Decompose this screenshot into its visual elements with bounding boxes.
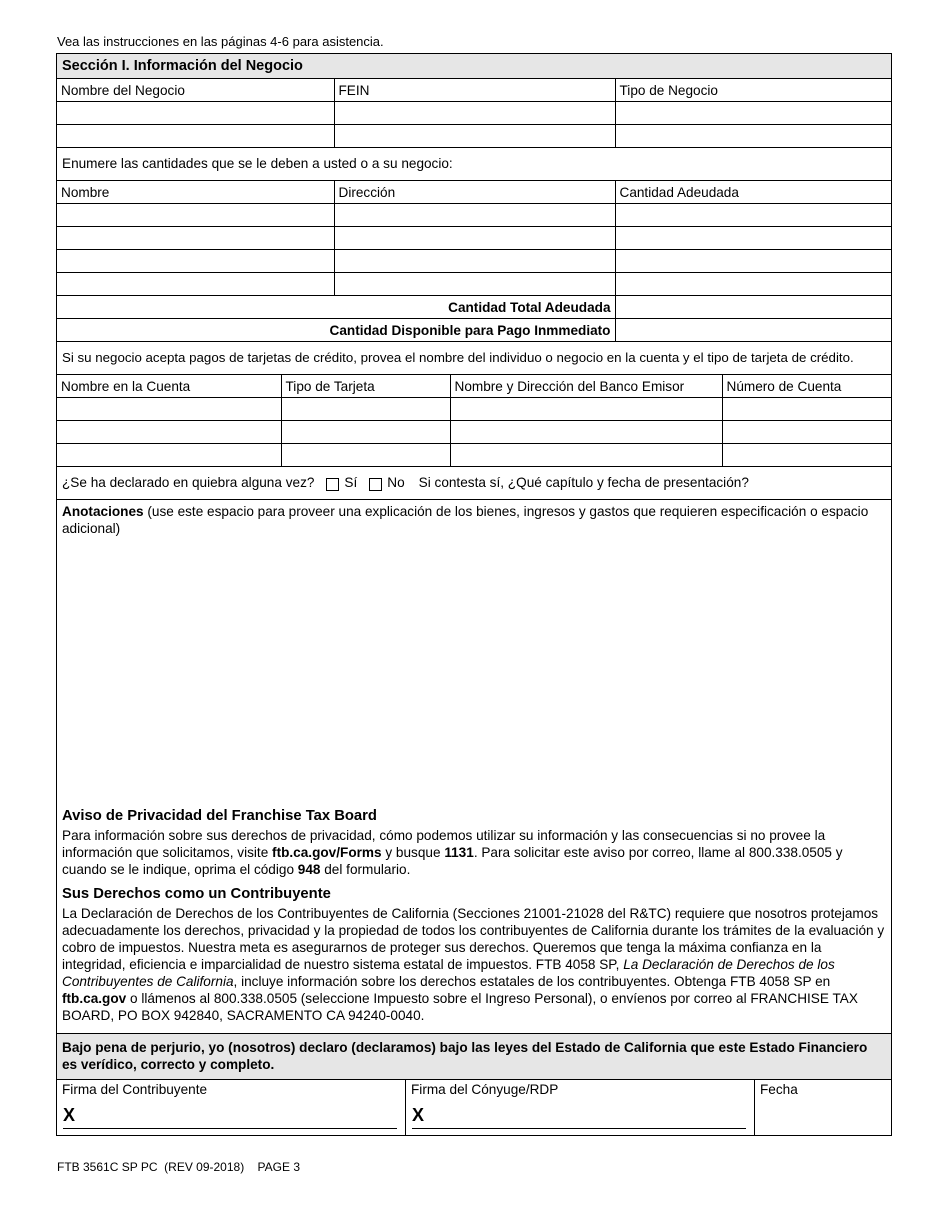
spouse-signature-field[interactable]	[406, 1080, 755, 1135]
owed-address-header: Dirección	[334, 181, 615, 204]
table-row	[57, 273, 891, 296]
notes-area[interactable]	[57, 500, 891, 808]
table-row	[57, 227, 891, 250]
issuing-bank-header: Nombre y Dirección del Banco Emisor	[450, 375, 722, 398]
perjury-statement: Bajo pena de perjurio, yo (nosotros) declaro (declaramos) bajo las leyes del Estado de California que este Estado Financiero es verídico, correcto y completo.	[57, 1033, 891, 1080]
owed-name-input[interactable]	[57, 250, 334, 273]
table-row	[57, 421, 891, 444]
issuing-bank-input[interactable]	[450, 421, 722, 444]
no-checkbox[interactable]	[369, 478, 382, 491]
privacy-title: Aviso de Privacidad del Franchise Tax Board	[62, 808, 377, 824]
owed-prompt: Enumere las cantidades que se le deben a usted o a su negocio:	[57, 148, 891, 181]
business-type-header: Tipo de Negocio	[615, 79, 891, 102]
card-type-input[interactable]	[281, 398, 450, 421]
owed-address-input[interactable]	[334, 273, 615, 296]
credit-card-prompt: Si su negocio acepta pagos de tarjetas de crédito, provea el nombre del individuo o negocio en la cuenta y el tipo de tarjeta de crédito.	[57, 342, 891, 375]
business-name-header: Nombre del Negocio	[57, 79, 334, 102]
fein-input[interactable]	[334, 102, 615, 125]
available-payment-label: Cantidad Disponible para Pago Inmmediato	[57, 319, 615, 342]
account-name-input[interactable]	[57, 444, 281, 467]
issuing-bank-input[interactable]	[450, 444, 722, 467]
amounts-owed-table	[57, 181, 891, 342]
business-name-input[interactable]	[57, 125, 334, 148]
business-type-input[interactable]	[615, 102, 891, 125]
business-info-table	[57, 79, 891, 148]
owed-amount-header: Cantidad Adeudada	[615, 181, 891, 204]
no-label: No	[387, 475, 405, 490]
available-payment-input[interactable]	[615, 319, 891, 342]
owed-name-header: Nombre	[57, 181, 334, 204]
table-row	[57, 398, 891, 421]
owed-name-input[interactable]	[57, 273, 334, 296]
card-type-input[interactable]	[281, 421, 450, 444]
privacy-section	[57, 808, 891, 1033]
privacy-link[interactable]: ftb.ca.gov/Forms	[272, 845, 382, 860]
owed-address-input[interactable]	[334, 227, 615, 250]
rights-link[interactable]: ftb.ca.gov	[62, 991, 127, 1006]
signature-x-mark: X	[412, 1105, 425, 1125]
owed-amount-input[interactable]	[615, 273, 891, 296]
total-owed-label: Cantidad Total Adeudada	[57, 296, 615, 319]
card-type-input[interactable]	[281, 444, 450, 467]
issuing-bank-input[interactable]	[450, 398, 722, 421]
bankruptcy-question: ¿Se ha declarado en quiebra alguna vez?	[62, 475, 315, 490]
account-name-input[interactable]	[57, 398, 281, 421]
owed-address-input[interactable]	[334, 204, 615, 227]
business-name-input[interactable]	[57, 102, 334, 125]
account-number-input[interactable]	[722, 398, 891, 421]
date-label: Fecha	[760, 1082, 798, 1097]
intro-instructions: Vea las instrucciones en las páginas 4-6 para asistencia.	[57, 34, 384, 49]
total-owed-input[interactable]	[615, 296, 891, 319]
account-number-header: Número de Cuenta	[722, 375, 891, 398]
section1-form	[56, 53, 892, 1136]
signature-row	[57, 1080, 891, 1135]
notes-description: (use este espacio para proveer una explicación de los bienes, ingresos y gastos que requieren especificación o espacio adicional)	[62, 504, 869, 536]
account-name-input[interactable]	[57, 421, 281, 444]
section-title: Sección I. Información del Negocio	[57, 54, 891, 79]
account-number-input[interactable]	[722, 421, 891, 444]
credit-card-table	[57, 375, 891, 467]
owed-name-input[interactable]	[57, 204, 334, 227]
spouse-signature-label: Firma del Cónyuge/RDP	[411, 1082, 559, 1097]
account-name-header: Nombre en la Cuenta	[57, 375, 281, 398]
owed-amount-input[interactable]	[615, 204, 891, 227]
table-row	[57, 125, 891, 148]
card-type-header: Tipo de Tarjeta	[281, 375, 450, 398]
business-type-input[interactable]	[615, 125, 891, 148]
table-row	[57, 444, 891, 467]
table-row	[57, 102, 891, 125]
date-field[interactable]	[755, 1080, 891, 1135]
table-row	[57, 250, 891, 273]
yes-label: Sí	[344, 475, 358, 490]
taxpayer-signature-field[interactable]	[57, 1080, 406, 1135]
signature-line	[412, 1128, 746, 1129]
privacy-text: Para información sobre sus derechos de privacidad, cómo podemos utilizar su información y las consecuencias si no provee la información que solicitamos, visite ftb.ca.gov/Forms y busque 1131. Para solicitar este aviso por correo, llame al 800.338.0505 y cuando se le indique, oprima el código 948 del formulario.	[62, 828, 843, 877]
owed-amount-input[interactable]	[615, 250, 891, 273]
owed-amount-input[interactable]	[615, 227, 891, 250]
yes-checkbox[interactable]	[326, 478, 339, 491]
rights-title: Sus Derechos como un Contribuyente	[62, 886, 331, 902]
owed-name-input[interactable]	[57, 227, 334, 250]
signature-line	[63, 1128, 397, 1129]
notes-title: Anotaciones	[62, 504, 144, 519]
table-row	[57, 204, 891, 227]
fein-input[interactable]	[334, 125, 615, 148]
bankruptcy-row	[57, 467, 891, 500]
account-number-input[interactable]	[722, 444, 891, 467]
signature-x-mark: X	[63, 1105, 76, 1125]
taxpayer-signature-label: Firma del Contribuyente	[62, 1082, 208, 1097]
rights-text: La Declaración de Derechos de los Contribuyentes de California (Secciones 21001-21028 del R&TC) requiere que nosotros protejamos adecuadamente los derechos, privacidad y la propiedad de todos los contribuyentes de California durante los trámites de la evaluación y cobro de impuestos. Nuestra meta es asegurarnos de proteger sus derechos. Queremos que tenga la máxima confianza en la integridad, eficiencia e imparcialidad de nuestro sistema estatal de impuestos. FTB 4058 SP, La Declaración de Derechos de los Contribuyentes de California, incluye información sobre los derechos estatales de los contribuyentes. Obtenga FTB 4058 SP en ftb.ca.gov o llámenos al 800.338.0505 (seleccione Impuesto sobre el Ingreso Personal), o envíenos por correo al FRANCHISE TAX BOARD, PO BOX 942840, SACRAMENTO CA 94240-0040.	[62, 906, 885, 1023]
fein-header: FEIN	[334, 79, 615, 102]
bankruptcy-followup: Si contesta sí, ¿Qué capítulo y fecha de presentación?	[418, 475, 749, 490]
owed-address-input[interactable]	[334, 250, 615, 273]
form-footer: FTB 3561C SP PC (REV 09-2018) PAGE 3	[57, 1160, 300, 1174]
